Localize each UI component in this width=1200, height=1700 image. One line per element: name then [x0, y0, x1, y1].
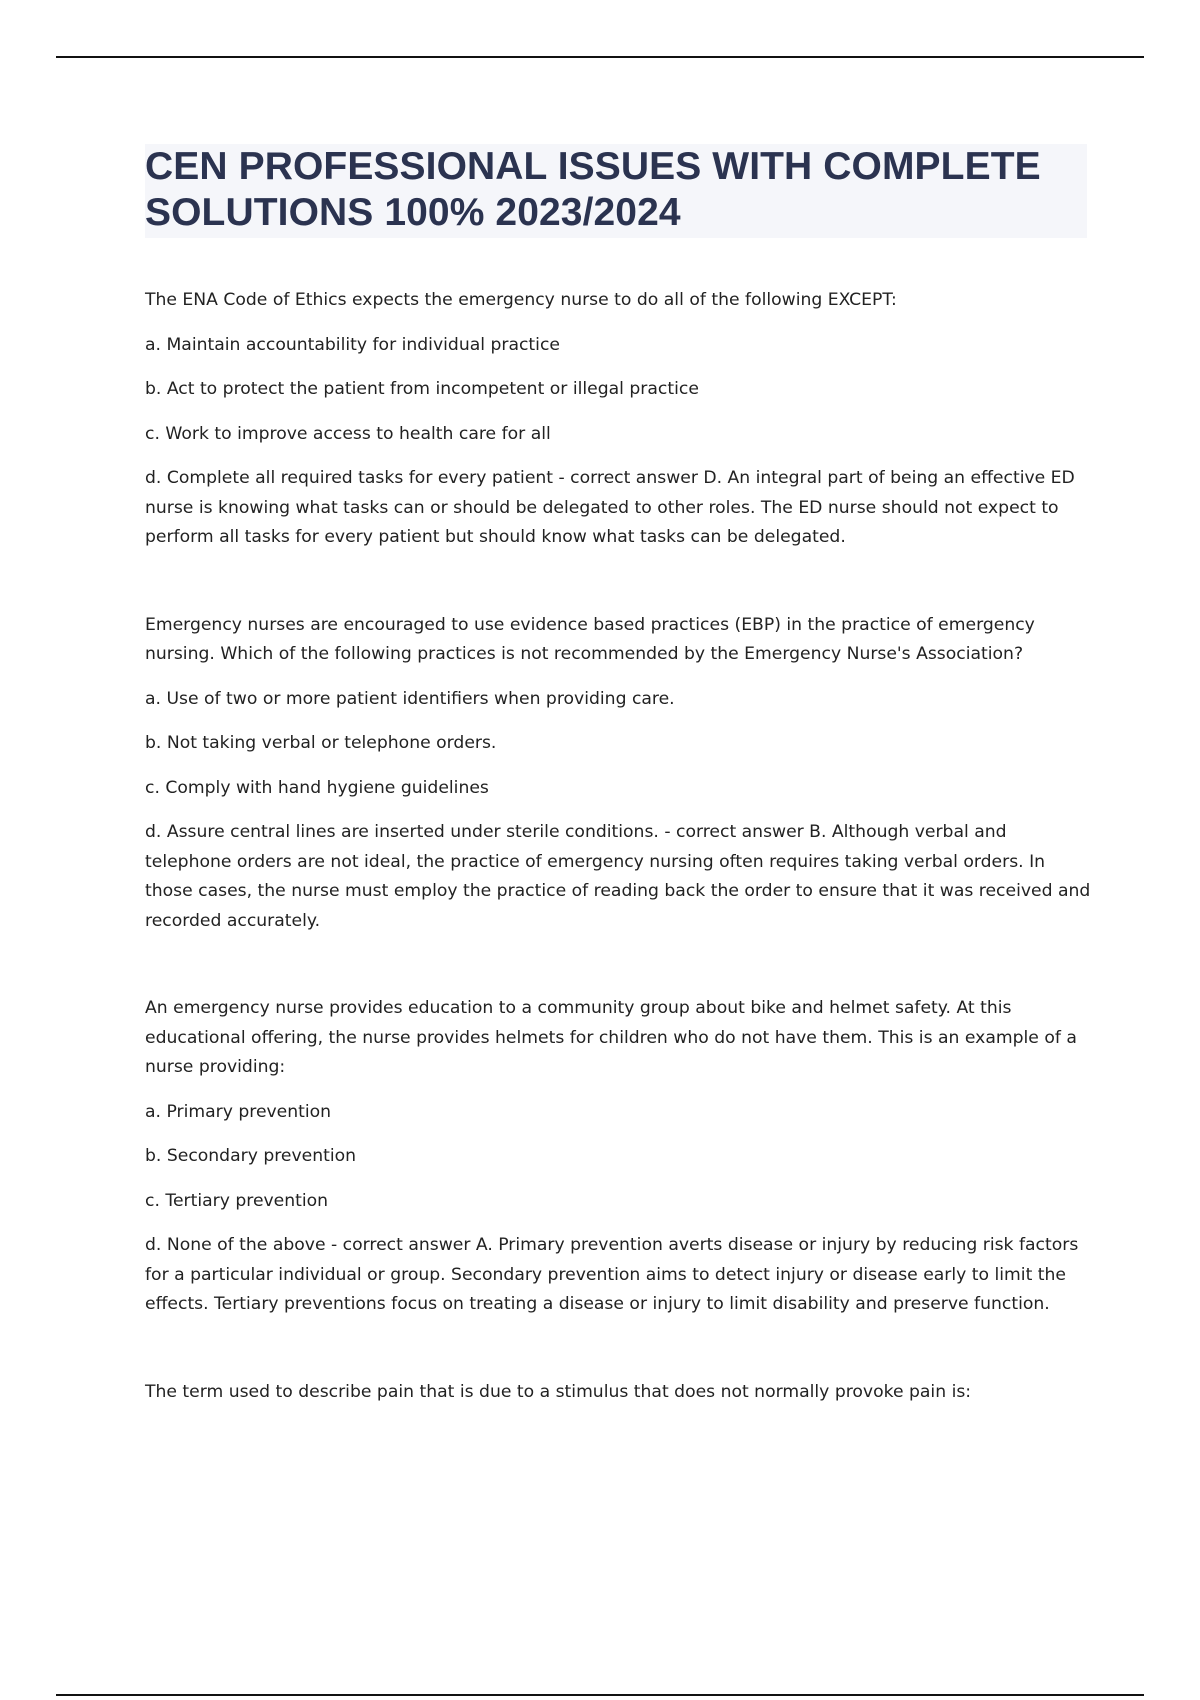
- question-3: [145, 994, 1095, 1320]
- answer-option: a. Use of two or more patient identifiers when providing care.: [145, 688, 675, 709]
- document-body: [145, 286, 1095, 1465]
- answer-option: c. Work to improve access to health care for all: [145, 423, 551, 444]
- answer-option: a. Primary prevention: [145, 1101, 332, 1122]
- question-stem: The ENA Code of Ethics expects the emergency nurse to do all of the following EXCEPT:: [145, 290, 897, 310]
- answer-explanation: d. None of the above - correct answer A. Primary prevention averts disease or injury by reducing risk factors for a particular individual or group. Secondary prevention aims to detect injury or disease early to limit the effects. Tertiary preventions focus on treating a disease or injury to limit disability and preserve function.: [145, 1235, 1079, 1314]
- answer-option: b. Not taking verbal or telephone orders.: [145, 733, 497, 753]
- answer-option: c. Tertiary prevention: [145, 1190, 329, 1211]
- answer-option: b. Secondary prevention: [145, 1146, 357, 1166]
- question-stem: The term used to describe pain that is due to a stimulus that does not normally provoke pain is:: [145, 1381, 972, 1402]
- answer-option: c. Comply with hand hygiene guidelines: [145, 777, 489, 798]
- title-block: [145, 144, 1087, 238]
- answer-option: b. Act to protect the patient from incompetent or illegal practice: [145, 379, 699, 399]
- top-rule: [56, 56, 1144, 58]
- bottom-rule: [56, 1694, 1144, 1696]
- answer-explanation: d. Assure central lines are inserted under sterile conditions. - correct answer B. Although verbal and telephone orders are not ideal, the practice of emergency nursing often requires taking verbal orders. In those cases, the nurse must employ the practice of reading back the order to ensure that it was received and recorded accurately.: [145, 822, 1091, 931]
- question-4: [145, 1378, 1095, 1408]
- question-stem: Emergency nurses are encouraged to use evidence based practices (EBP) in the practice of emergency nursing. Which of the following practices is not recommended by the Emergency Nurse's Association?: [145, 614, 1035, 664]
- question-1: [145, 286, 1095, 553]
- question-stem: An emergency nurse provides education to a community group about bike and helmet safety. At this educational offering, the nurse provides helmets for children who do not have them. This is an example of a nurse providing:: [145, 998, 1077, 1077]
- answer-option: a. Maintain accountability for individual practice: [145, 334, 560, 355]
- answer-explanation: d. Complete all required tasks for every patient - correct answer D. An integral part of being an effective ED nurse is knowing what tasks can or should be delegated to other roles. The ED nurse should not expect to perform all tasks for every patient but should know what tasks can be delegated.: [145, 468, 1075, 547]
- document-title: CEN PROFESSIONAL ISSUES WITH COMPLETE SOLUTIONS 100% 2023/2024: [145, 145, 1041, 234]
- question-2: [145, 611, 1095, 937]
